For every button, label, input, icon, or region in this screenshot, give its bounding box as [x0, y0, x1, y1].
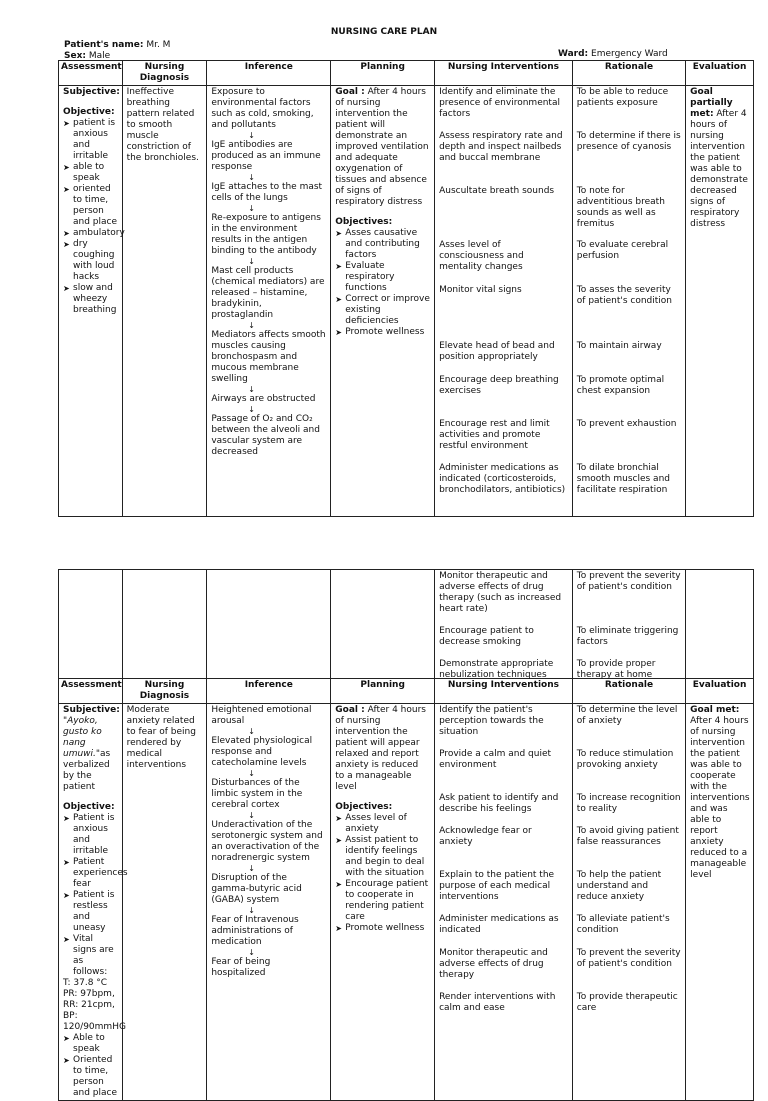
plan2-inference [207, 704, 331, 1101]
list-item: ➤ Encourage patient to cooperate in rendering patient care [335, 879, 430, 923]
list-item: ➤ slow and wheezy breathing [63, 283, 118, 316]
goal-label: Goal : [335, 87, 365, 97]
list-item: ➤ Assist patient to identify feelings and begin to deal with the situation [335, 835, 430, 879]
header-nursing-interventions: Nursing Interventions [435, 61, 573, 86]
evaluation-label: Goal partially met: [690, 87, 733, 119]
intervention-item: Acknowledge fear or anxiety [439, 826, 532, 847]
plan2-diagnosis: Moderate anxiety related to fear of being rendered by medical interventions [122, 704, 207, 1101]
intervention-item: Explain to the patient the purpose of each medical interventions [439, 870, 555, 902]
rationale-item: To maintain airway [576, 341, 662, 351]
rationale-item: To be able to reduce patients exposure [576, 87, 669, 108]
objective-label: Objective: [63, 802, 115, 812]
header-planning: Planning [331, 679, 435, 704]
down-arrow-icon: ↓ [248, 321, 255, 330]
down-arrow-icon: ↓ [248, 173, 255, 182]
list-item: ➤ Promote wellness [335, 327, 430, 338]
intervention-item: Monitor therapeutic and adverse effects of drug therapy (such as increased heart rate) [439, 571, 562, 614]
subjective-label: Subjective: [63, 705, 120, 715]
rationale-item: To provide proper therapy at home [576, 659, 656, 680]
intervention-item: Encourage deep breathing exercises [439, 375, 559, 396]
rationale-item: To provide therapeutic care [576, 992, 678, 1013]
empty-cell [686, 570, 754, 679]
down-arrow-icon: ↓ [248, 864, 255, 873]
plan2-row [59, 704, 754, 1101]
rationale-item: To help the patient understand and reduce anxiety [576, 870, 662, 902]
inference-step: Mediators affects smooth muscles causing bronchospasm and mucous membrane swelling [211, 330, 326, 384]
list-item: ➤ Evaluate respiratory functions [335, 261, 430, 294]
inference-step: Disruption of the gamma-butyric acid (GABA) system [211, 873, 302, 905]
list-item: ➤ Able to speak [63, 1033, 118, 1055]
rationale-item: To alleviate patient's condition [576, 914, 670, 935]
goal-label: Goal : [335, 705, 365, 715]
header-planning: Planning [331, 61, 435, 86]
header-nursing-diagnosis: Nursing Diagnosis [122, 61, 207, 86]
care-plan-table-1 [58, 60, 754, 517]
vital-signs: T: 37.8 °C PR: 97bpm, RR: 21cpm, BP: 120/90mmHG [63, 978, 126, 1032]
rationale-item: To prevent the severity of patient's condition [576, 948, 681, 969]
plan1-rationale [572, 86, 685, 517]
empty-cell [331, 570, 435, 679]
header-row [59, 61, 754, 86]
list-item: ➤ Asses level of anxiety [335, 813, 430, 835]
inference-step: IgE attaches to the mast cells of the lungs [211, 182, 323, 203]
plan1-row [59, 86, 754, 517]
down-arrow-icon: ↓ [248, 906, 255, 915]
goal-text: After 4 hours of nursing intervention the patient will appear relaxed and report anxiety is reduced to a manageable level [335, 705, 426, 792]
down-arrow-icon: ↓ [248, 811, 255, 820]
rationale-item: To reduce stimulation provoking anxiety [576, 749, 674, 770]
down-arrow-icon: ↓ [248, 257, 255, 266]
intervention-item: Monitor therapeutic and adverse effects of drug therapy [439, 948, 548, 980]
intervention-item: Administer medications as indicated [439, 914, 559, 935]
down-arrow-icon: ↓ [248, 727, 255, 736]
ward-line: Ward: Emergency Ward [558, 49, 668, 59]
intervention-item: Assess respiratory rate and depth and inspect nailbeds and buccal membrane [439, 131, 563, 163]
document-title: NURSING CARE PLAN [330, 27, 438, 37]
plan2-interventions [435, 704, 573, 1101]
rationale-item: To determine if there is presence of cyanosis [576, 131, 681, 152]
rationale-item: To dilate bronchial smooth muscles and facilitate respiration [576, 463, 670, 495]
objectives-list [335, 813, 430, 934]
objective-list-more [63, 1033, 118, 1099]
inference-step: Mast cell products (chemical mediators) are released – histamine, bradykinin, prostaglandin [211, 266, 325, 320]
objectives-label: Objectives: [335, 802, 393, 812]
subjective-quote: "Ayoko, gusto ko nang umuwi." [63, 716, 102, 759]
plan1-assessment [59, 86, 123, 517]
intervention-item: Provide a calm and quiet environment [439, 749, 552, 770]
empty-cell [59, 570, 123, 679]
continuation-row [59, 570, 754, 679]
rationale-item: To eliminate triggering factors [576, 626, 679, 647]
empty-cell [122, 570, 207, 679]
header-assessment: Assessment [59, 61, 123, 86]
rationale-item: To determine the level of anxiety [576, 705, 678, 726]
list-item: ➤ Patient is anxious and irritable [63, 813, 118, 857]
rationale-item: To promote optimal chest expansion [576, 375, 665, 396]
rationale-item: To note for adventitious breath sounds as well as fremitus [576, 186, 665, 229]
intervention-item: Identify and eliminate the presence of environmental factors [439, 87, 560, 119]
down-arrow-icon: ↓ [248, 405, 255, 414]
inference-step: Passage of O₂ and CO₂ between the alveoli and vascular system are decreased [211, 414, 320, 457]
intervention-item: Demonstrate appropriate nebulization techniques [439, 659, 554, 680]
evaluation-label: Goal met: [690, 705, 740, 715]
goal-text: After 4 hours of nursing intervention the patient will demonstrate an improved ventilation and adequate oxygenation of tissues and absence of signs of respiratory distress [335, 87, 429, 207]
ward-value: Emergency Ward [591, 49, 668, 59]
plan1-planning [331, 86, 435, 517]
header-assessment: Assessment [59, 679, 123, 704]
list-item: ➤ Patient experiences fear [63, 857, 118, 890]
empty-cell [207, 570, 331, 679]
patient-name: Mr. M [146, 40, 171, 50]
list-item: ➤ dry coughing with loud hacks [63, 239, 118, 283]
rationale-item: To avoid giving patient false reassurances [576, 826, 679, 847]
header-evaluation: Evaluation [686, 679, 754, 704]
plan1-interventions [435, 86, 573, 517]
intervention-item: Elevate head of bead and position appropriately [439, 341, 555, 362]
list-item: ➤ oriented to time, person and place [63, 184, 118, 228]
continuation-rationale [572, 570, 685, 679]
inference-step: Elevated physiological response and catecholamine levels [211, 736, 313, 768]
inference-step: Underactivation of the serotonergic system and an overactivation of the noradrenergic system [211, 820, 323, 863]
intervention-item: Auscultate breath sounds [439, 186, 555, 196]
subjective-rest: as verbalized by the patient [63, 749, 111, 792]
objectives-list [335, 228, 430, 338]
list-item: ➤ Oriented to time, person and place [63, 1055, 118, 1099]
continuation-interventions [435, 570, 573, 679]
list-item: ➤ Promote wellness [335, 923, 430, 934]
rationale-item: To evaluate cerebral perfusion [576, 240, 669, 261]
list-item: ➤ Correct or improve existing deficiencies [335, 294, 430, 327]
inference-step: IgE antibodies are produced as an immune response [211, 140, 321, 172]
down-arrow-icon: ↓ [248, 204, 255, 213]
list-item: ➤ ambulatory [63, 228, 118, 239]
objective-list [63, 813, 128, 978]
intervention-item: Encourage patient to decrease smoking [439, 626, 534, 647]
objective-list [63, 118, 125, 316]
header-nursing-interventions: Nursing Interventions [435, 679, 573, 704]
intervention-item: Administer medications as indicated (corticosteroids, bronchodilators, antibiotics) [439, 463, 566, 495]
evaluation-text: After 4 hours of nursing intervention the patient was able to demonstrate decreased signs of respiratory distress [690, 109, 748, 229]
rationale-item: To increase recognition to reality [576, 793, 681, 814]
header-inference: Inference [207, 679, 331, 704]
patient-sex-line: Sex: Male [64, 51, 111, 61]
header-nursing-diagnosis: Nursing Diagnosis [122, 679, 207, 704]
plan2-assessment [59, 704, 128, 1101]
list-item: ➤ Vital signs are as follows: [63, 934, 118, 978]
patient-sex: Male [88, 51, 111, 61]
rationale-item: To prevent the severity of patient's condition [576, 571, 681, 592]
inference-step: Heightened emotional arousal [211, 705, 312, 726]
intervention-item: Asses level of consciousness and mentality changes [439, 240, 524, 272]
intervention-item: Render interventions with calm and ease [439, 992, 556, 1013]
plan1-diagnosis: Ineffective breathing pattern related to smooth muscle constriction of the bronchioles. [122, 86, 207, 517]
plan1-inference [207, 86, 331, 517]
down-arrow-icon: ↓ [248, 948, 255, 957]
header-row [59, 679, 754, 704]
intervention-item: Identify the patient's perception towards the situation [439, 705, 544, 737]
plan1-evaluation [686, 86, 754, 517]
inference-step: Exposure to environmental factors such as cold, smoking, and pollutants [211, 87, 314, 130]
header-evaluation: Evaluation [686, 61, 754, 86]
evaluation-text: After 4 hours of nursing intervention the patient was able to cooperate with the interventions and was able to report anxiety reduced to a manageable level [690, 716, 750, 880]
inference-step: Fear of being hospitalized [211, 957, 271, 978]
intervention-item: Monitor vital signs [439, 285, 522, 295]
down-arrow-icon: ↓ [248, 131, 255, 140]
inference-step: Airways are obstructed [211, 394, 316, 404]
subjective-label: Subjective: [63, 87, 120, 97]
care-plan-table-2 [58, 569, 754, 1101]
rationale-item: To prevent exhaustion [576, 419, 677, 429]
down-arrow-icon: ↓ [248, 385, 255, 394]
plan2-rationale [572, 704, 685, 1101]
plan2-planning [331, 704, 435, 1101]
intervention-item: Encourage rest and limit activities and promote restful environment [439, 419, 550, 451]
header-rationale: Rationale [572, 679, 685, 704]
list-item: ➤ able to speak [63, 162, 118, 184]
patient-name-line: Patient's name: Mr. M [64, 40, 171, 50]
intervention-item: Ask patient to identify and describe his feelings [439, 793, 559, 814]
plan2-evaluation [686, 704, 754, 1101]
list-item: ➤ Patient is restless and uneasy [63, 890, 118, 934]
objectives-label: Objectives: [335, 217, 393, 227]
rationale-item: To asses the severity of patient's condition [576, 285, 672, 306]
down-arrow-icon: ↓ [248, 769, 255, 778]
inference-step: Disturbances of the limbic system in the cerebral cortex [211, 778, 303, 810]
inference-step: Fear of Intravenous administrations of medication [211, 915, 299, 947]
objective-label: Objective: [63, 107, 115, 117]
header-rationale: Rationale [572, 61, 685, 86]
inference-step: Re-exposure to antigens in the environment results in the antigen binding to the antibody [211, 213, 321, 256]
header-inference: Inference [207, 61, 331, 86]
list-item: ➤ Asses causative and contributing factors [335, 228, 430, 261]
list-item: ➤ patient is anxious and irritable [63, 118, 118, 162]
